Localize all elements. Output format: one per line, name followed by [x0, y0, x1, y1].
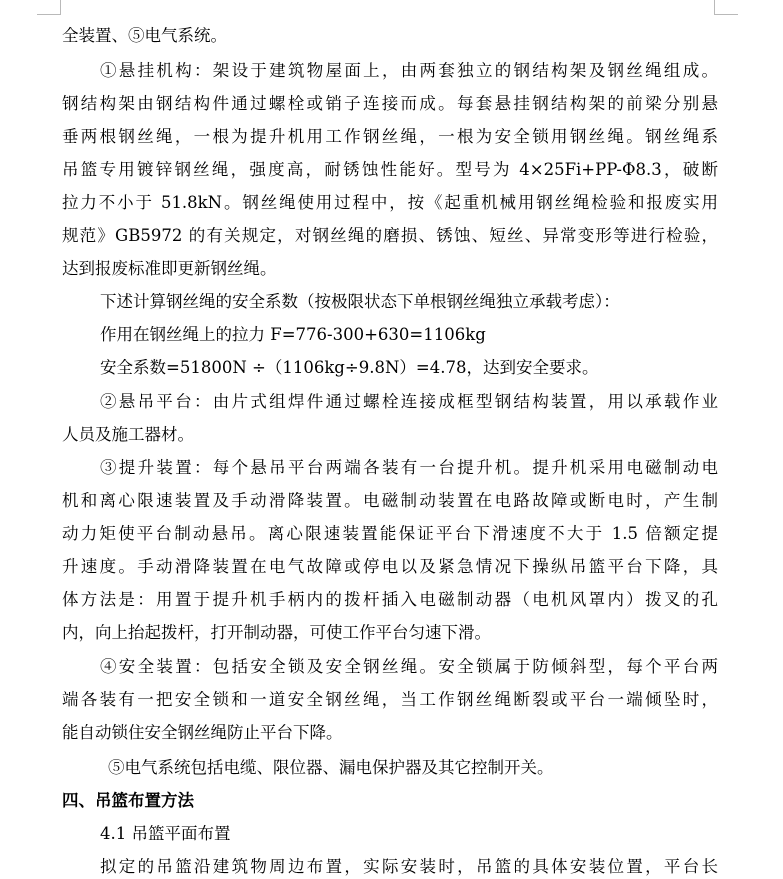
text-line: 拟定的吊篮沿建筑物周边布置，实际安装时，吊篮的具体安装位置，平台长 — [100, 857, 718, 876]
text-line: 作用在钢丝绳上的拉力 F=776-300+630=1106kg — [100, 325, 486, 344]
text-line: ②悬吊平台：由片式组焊件通过螺栓连接成框型钢结构装置，用以承载作业 — [100, 392, 718, 411]
text-line: 钢结构架由钢结构件通过螺栓或销子连接而成。每套悬挂钢结构架的前梁分别悬 — [62, 94, 718, 113]
text-line: 端各装有一把安全锁和一道安全钢丝绳，当工作钢丝绳断裂或平台一端倾坠时， — [62, 690, 718, 709]
text-line: 吊篮专用镀锌钢丝绳，强度高，耐锈蚀性能好。型号为 4×25Fi+PP-Φ8.3，破断 — [62, 160, 718, 179]
text-line: 垂两根钢丝绳，一根为提升机用工作钢丝绳，一根为安全锁用钢丝绳。钢丝绳系 — [62, 127, 718, 146]
text-line: 全装置、⑤电气系统。 — [62, 26, 227, 45]
page-corner-mark-left — [60, 0, 61, 14]
text-line: 动力矩使平台制动悬吊。离心限速装置能保证平台下滑速度不大于 1.5 倍额定提 — [62, 524, 718, 543]
text-line: ③提升装置：每个悬吊平台两端各装有一台提升机。提升机采用电磁制动电 — [100, 458, 718, 477]
text-line: ⑤电气系统包括电缆、限位器、漏电保护器及其它控制开关。 — [108, 758, 554, 777]
text-line: ④安全装置：包括安全锁及安全钢丝绳。安全锁属于防倾斜型，每个平台两 — [100, 657, 718, 676]
subsection-heading: 4.1 吊篮平面布置 — [100, 824, 231, 843]
text-line: 拉力不小于 51.8kN。钢丝绳使用过程中，按《起重机械用钢丝绳检验和报废实用 — [62, 193, 718, 212]
text-line: 内，向上抬起拨杆，打开制动器，可使工作平台匀速下滑。 — [62, 623, 491, 642]
text-line: 升速度。手动滑降装置在电气故障或停电以及紧急情况下操纵吊篮平台下降，具 — [62, 557, 718, 576]
text-line: 能自动锁住安全钢丝绳防止平台下降。 — [62, 723, 343, 742]
text-line: 规范》GB5972 的有关规定，对钢丝绳的磨损、锈蚀、短丝、异常变形等进行检验， — [62, 226, 718, 245]
text-line: 体方法是：用置于提升机手柄内的拨杆插入电磁制动器（电机风罩内）拨叉的孔 — [62, 590, 718, 609]
page-corner-mark-right — [714, 0, 715, 14]
text-line: 安全系数=51800N ÷（1106kg÷9.8N）=4.78，达到安全要求。 — [100, 358, 599, 377]
text-line: 下述计算钢丝绳的安全系数（按极限状态下单根钢丝绳独立承载考虑）： — [100, 292, 620, 311]
section-heading: 四、吊篮布置方法 — [62, 791, 194, 810]
text-line: 机和离心限速装置及手动滑降装置。电磁制动装置在电路故障或断电时，产生制 — [62, 491, 718, 510]
text-line: 达到报废标准即更新钢丝绳。 — [62, 259, 277, 278]
text-line: 人员及施工器材。 — [62, 425, 194, 444]
text-line: ①悬挂机构：架设于建筑物屋面上，由两套独立的钢结构架及钢丝绳组成。 — [100, 61, 718, 80]
